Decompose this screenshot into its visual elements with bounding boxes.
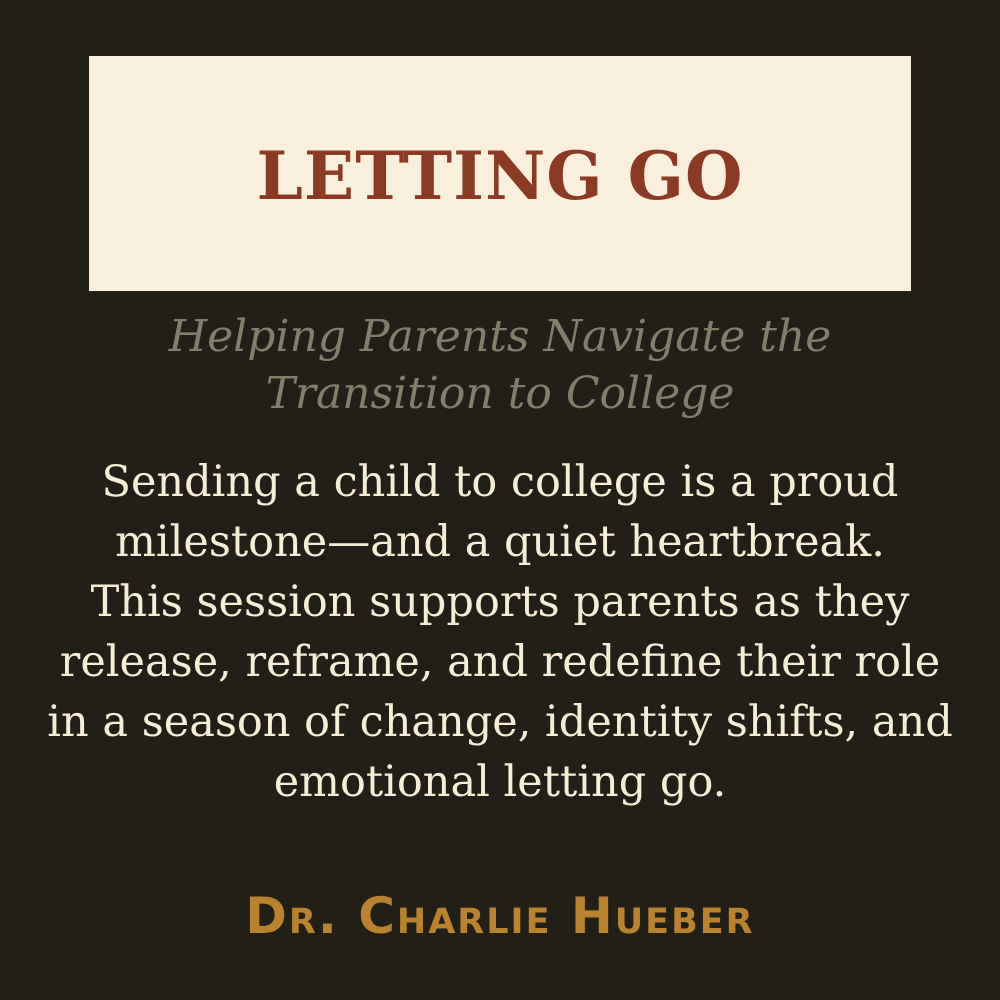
title-banner (89, 56, 911, 291)
description-line: This session supports parents as they (90, 577, 910, 627)
description-line: in a season of change, identity shifts, and (47, 697, 953, 747)
author-name: Dr. Charlie Hueber (245, 887, 755, 945)
page-title: LETTING GO (256, 136, 744, 215)
description (0, 452, 1000, 812)
description-line: milestone—and a quiet heartbreak. (115, 517, 885, 567)
description-line: release, reframe, and redefine their role (59, 637, 941, 687)
description-line: Sending a child to college is a proud (101, 457, 899, 507)
subtitle-line: Helping Parents Navigate the (168, 311, 832, 362)
subtitle-line: Transition to College (265, 368, 735, 419)
subtitle (0, 308, 1000, 422)
description-line: emotional letting go. (273, 757, 727, 807)
